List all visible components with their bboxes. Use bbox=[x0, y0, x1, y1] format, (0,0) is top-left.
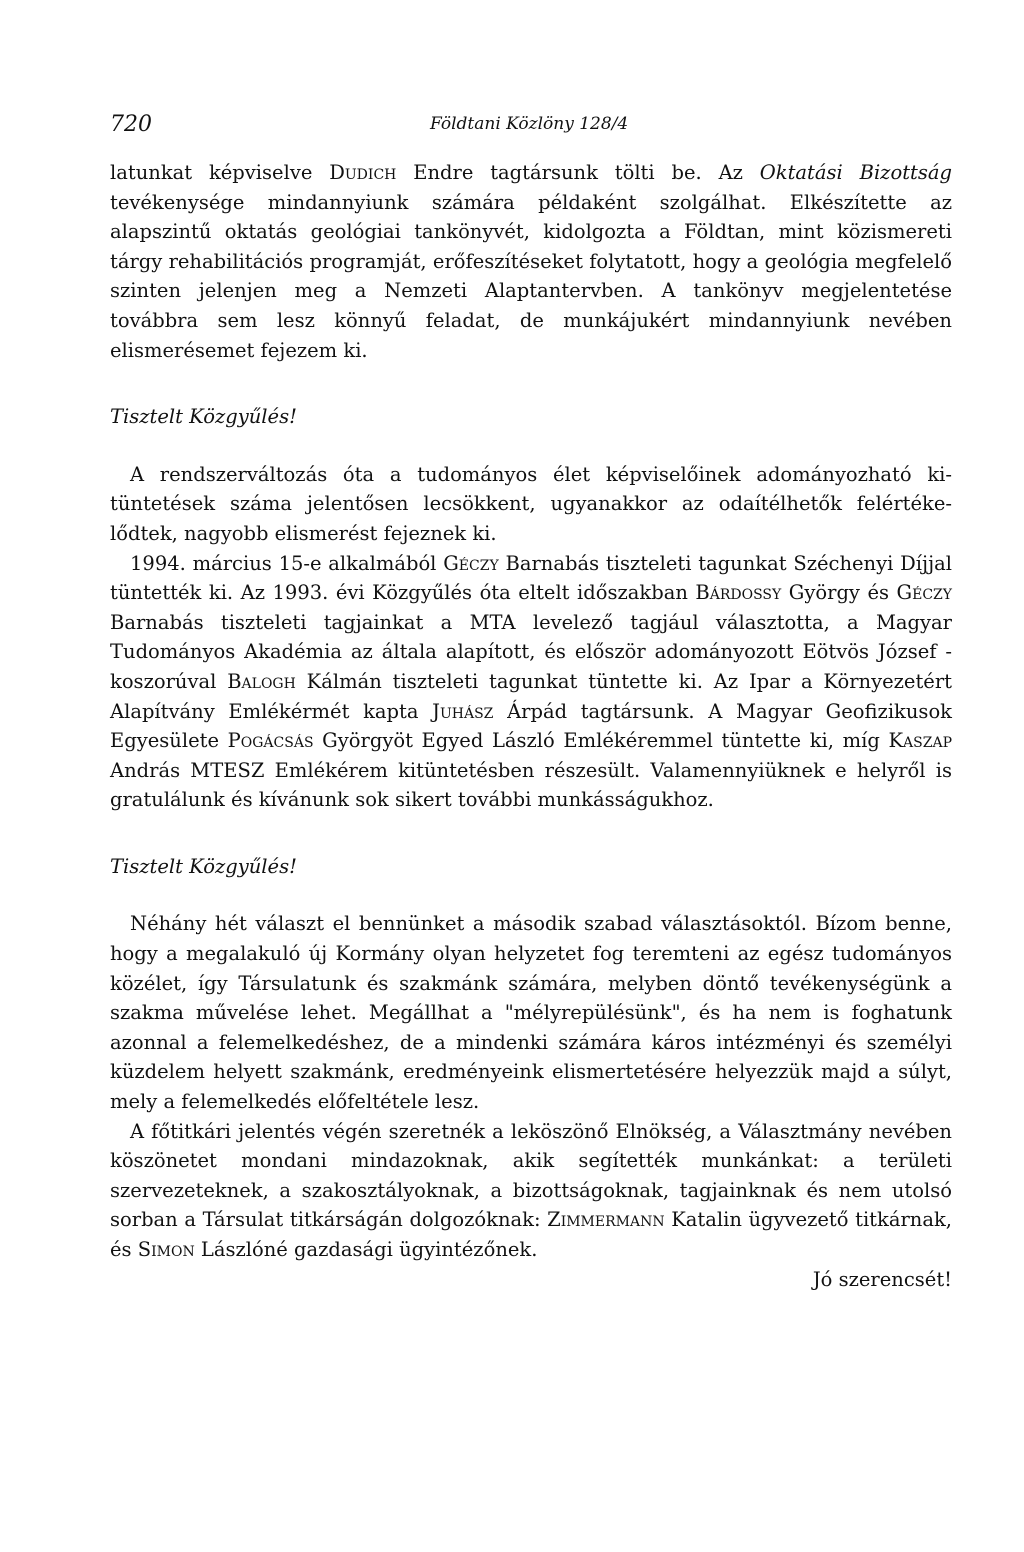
text-run: Györgyöt Egyed László Emlékéremmel tüntette ki, míg bbox=[313, 729, 889, 753]
person-name: Zimmermann bbox=[547, 1208, 665, 1232]
text-run: András MTESZ Emlékérem kitüntetésben részesült. Valamennyiüknek e helyről is gratulálunk és kívánunk sok sikert további munkásságukhoz. bbox=[110, 758, 952, 812]
text-run: latunkat képviselve bbox=[110, 161, 330, 184]
paragraph-elections: Néhány hét választ el bennünket a második szabad választásoktól. Bízom benne, hogy a megalakuló új Kormány olyan helyzetet fog teremteni az egész tudományos közélet, így Társulatunk és szakmánk számára, melyben döntő tevékenységünk a szakma művelése lehet. Megállhat a "mélyrepülésünk", és ha nem is foghatunk azonnal a felemelkedéshez, de a mindenki számára káros intézményi és személyi küzdelem helyett szakmánk, eredményeink elismertetésére helyezzük majd a súlyt, mely a felemelkedés előfeltétele lesz. bbox=[110, 912, 952, 1114]
person-name: Bárdossy bbox=[695, 581, 782, 605]
person-name: Simon bbox=[137, 1238, 195, 1261]
paragraph-education-committee bbox=[110, 158, 952, 365]
running-header bbox=[110, 112, 950, 142]
article-body bbox=[110, 158, 952, 1294]
text-run: tevékenysége mindannyiunk számára példaként szolgálhat. Elkészítette az alapszintű oktatás geológiai tankönyvét, kidolgozta a Földtan, mint közismereti tárgy rehabilitációs programját, erőfeszítéseket folytatott, hogy a geológia megfelelő szinten jelenjen meg a Nemzeti Alaptantervben. A tankönyv megjelentetése továbbra sem lesz könnyű feladat, de munkájukért mindannyiunk nevében elismerésemet fejezem ki. bbox=[110, 190, 952, 362]
paragraph-thanks bbox=[110, 1117, 952, 1265]
text-run: Barnabás tiszteleti tagunkat Széchenyi Díjjal tüntették ki. Az 1993. évi Közgyűlés óta eltelt időszakban bbox=[110, 551, 952, 605]
section-heading-2: Tisztelt Közgyűlés! bbox=[110, 854, 297, 878]
text-run: György és bbox=[781, 581, 897, 605]
person-name: Géczy bbox=[896, 581, 953, 605]
text-run: Katalin ügyvezető titkárnak, és bbox=[110, 1208, 952, 1261]
text-run: Kálmán tiszteleti tagunkat tüntette ki. Az Ipar a Környezetért Alapítvány Emlékérmét kapta bbox=[110, 669, 952, 723]
text-run: 1994. március 15-e alkalmából bbox=[130, 551, 444, 575]
person-name: Kaszap bbox=[888, 729, 952, 753]
page-number: 720 bbox=[110, 112, 152, 137]
journal-title: Földtani Közlöny 128/4 bbox=[430, 114, 629, 134]
person-name: Juhász bbox=[432, 699, 494, 723]
closing-greeting: Jó szerencsét! bbox=[812, 1267, 952, 1291]
text-run: Endre tagtársunk tölti be. Az bbox=[396, 161, 760, 184]
person-name: Dudich bbox=[329, 161, 397, 184]
paragraph-awards-list bbox=[110, 549, 952, 815]
text-run: Barnabás tiszteleti tagjainkat a MTA levelező tagjául választotta, a Magyar Tudományos Akadémia az általa alapított, és először adományozott Eötvös József - koszorúval bbox=[110, 610, 952, 693]
person-name: Pogácsás bbox=[227, 729, 314, 753]
person-name: Balogh bbox=[227, 669, 296, 693]
section-heading-1: Tisztelt Közgyűlés! bbox=[110, 405, 297, 429]
text-run: Árpád tagtársunk. A Magyar Geofizikusok Egyesülete bbox=[110, 699, 952, 753]
committee-name: Oktatási Bizottság bbox=[759, 161, 952, 184]
person-name: Géczy bbox=[443, 551, 499, 575]
text-run: A főtitkári jelentés végén szeretnék a leköszönő Elnökség, a Választmány nevében köszönetet mondani mindazoknak, akik segítették munkánkat: a területi szervezeteknek, a szakosztályoknak, a bizottságoknak, tagjainknak és nem utolsó sorban a Társulat titkárságán dolgozóknak: bbox=[110, 1119, 952, 1232]
text-run: Lászlóné gazdasági ügyintézőnek. bbox=[194, 1238, 538, 1261]
paragraph-awards-intro: A rendszerváltozás óta a tudományos élet képviselőinek adományozható kitüntetések száma jelentősen lecsökkent, ugyanakkor az odaítélhetők felértékelődtek, nagyobb elismerést fejeznek ki. bbox=[110, 462, 952, 545]
